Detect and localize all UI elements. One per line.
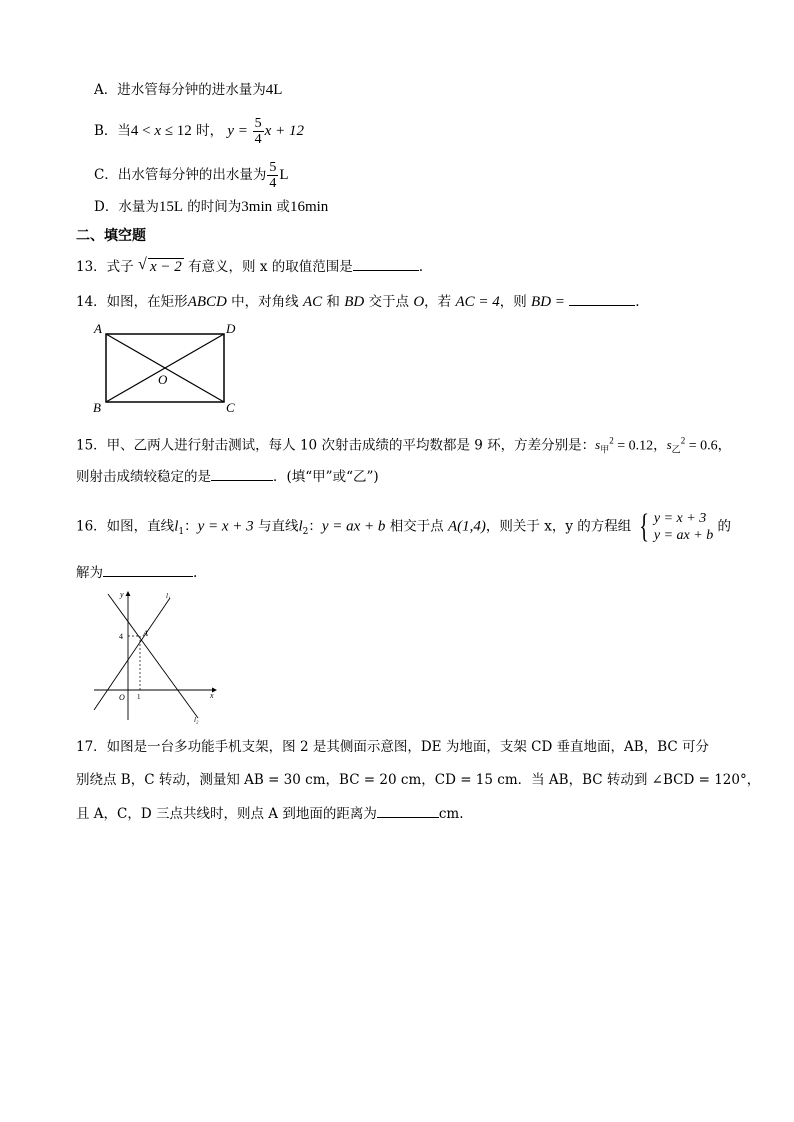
q16-mid: 与直线 — [253, 518, 299, 535]
q13-text: 有意义，则 x 的取值范围是 — [188, 259, 353, 275]
q16-l2-sub: 2 — [302, 527, 309, 538]
option-a-label: A． — [94, 82, 118, 98]
q14-ask: BD = — [531, 294, 565, 310]
question-13 — [76, 256, 423, 277]
option-c-text: 出水管每分钟的出水量为 — [117, 167, 267, 183]
option-d-v2: 3min — [241, 199, 273, 215]
q16-l2: l — [298, 518, 303, 535]
q13-radicand: x − 2 — [149, 259, 182, 275]
q15-line2-end: ．(填“甲”或“乙”) — [273, 469, 379, 485]
q16-eq2: y = ax + b — [321, 518, 386, 535]
label-four: 4 — [119, 632, 123, 641]
q16-equation-system — [636, 510, 714, 544]
q14-o: O — [413, 294, 425, 310]
label-one: 1 — [137, 693, 141, 701]
label-d: D — [226, 321, 236, 336]
label-b: B — [93, 400, 101, 415]
option-c-label: C． — [94, 167, 118, 183]
q15-s2: $s_乙^2$ — [666, 436, 686, 455]
option-a — [94, 80, 282, 100]
option-a-text: 进水管每分钟的进水量为 — [117, 82, 266, 98]
sqrt-icon: √ — [137, 256, 147, 273]
q15-s1-val: = 0.12 — [613, 438, 654, 454]
label-a: A — [94, 321, 102, 336]
q16-l1-sub: 1 — [178, 527, 185, 538]
q16-de: 的 — [717, 518, 731, 535]
label-l1: l₁ — [166, 592, 171, 600]
q16-num: 16．如图，直线 — [76, 518, 175, 535]
label-c: C — [226, 400, 235, 415]
q16-t2: ，则关于 x，y 的方程组 — [485, 518, 632, 535]
q14-cond: AC = 4 — [455, 294, 500, 310]
q15-answer-blank[interactable] — [211, 466, 273, 481]
label-o: O — [158, 372, 168, 387]
question-16-line2 — [76, 562, 197, 583]
option-d-v1: 15L — [158, 199, 183, 215]
q16-line-graph — [88, 586, 220, 726]
q14-rect: ABCD — [187, 294, 227, 310]
q14-t1: 中，对角线 — [226, 294, 303, 310]
q16-sys2: y = ax + b — [653, 528, 714, 543]
q14-t5: ，则 — [499, 294, 532, 310]
label-l2: l₂ — [194, 716, 199, 724]
option-b-fraction — [253, 116, 264, 147]
question-17-line1: 17．如图是一台多功能手机支架，图 2 是其侧面示意图，DE 为地面，支架 CD 垂直地面，AB，BC 可分 — [76, 739, 710, 755]
q16-sys1: y = x + 3 — [653, 511, 707, 526]
q15-line2: 则射击成绩较稳定的是 — [76, 469, 211, 485]
q17-answer-blank[interactable] — [377, 803, 439, 818]
q16-end: . — [193, 565, 198, 581]
q16-pt: A(1,4) — [448, 518, 486, 535]
brace-icon: { — [638, 508, 649, 545]
q14-t4: ，若 — [424, 294, 456, 310]
q15-s1-sub: 甲 — [600, 444, 610, 455]
option-b-eq-rhs: x + 12 — [264, 123, 304, 139]
q13-num: 13．式子 — [76, 259, 134, 275]
option-c-unit: L — [279, 167, 289, 183]
option-b-suffix: 时， — [196, 123, 224, 139]
q14-rectangle-figure — [88, 318, 248, 418]
option-a-value: 4L — [265, 82, 283, 98]
option-c-frac-num: 5 — [269, 160, 277, 175]
option-d-v3: 16min — [289, 199, 329, 215]
option-d — [94, 197, 328, 217]
q14-end: . — [635, 294, 640, 310]
q15-s2-sub: 乙 — [671, 444, 681, 455]
q13-end: . — [418, 259, 424, 275]
q16-l1: l — [174, 518, 179, 535]
q17-line3-end: cm. — [438, 806, 464, 822]
option-b-ineq-lhs: 4 < — [130, 123, 155, 139]
option-b-eq-lhs: y = — [227, 123, 252, 139]
question-17-line3 — [76, 803, 463, 824]
option-b-prefix: 当 — [117, 123, 131, 139]
q16-colon1: ： — [184, 518, 198, 535]
label-y: y — [120, 590, 124, 599]
option-d-text1: 水量为 — [118, 199, 159, 215]
q14-answer-blank[interactable] — [569, 291, 635, 306]
q16-answer-blank[interactable] — [103, 562, 193, 577]
q13-sqrt — [138, 257, 184, 277]
q13-answer-blank[interactable] — [353, 256, 419, 271]
q16-colon2: ： — [308, 518, 322, 535]
option-c-frac-den: 4 — [269, 176, 277, 191]
q15-end1: ， — [717, 437, 732, 454]
q15-line1: 15．甲、乙两人进行射击测试，每人 10 次射击成绩的平均数都是 9 环，方差分别是： — [76, 437, 596, 454]
question-17-line2: 别绕点 B，C 转动，测量知 AB = 30 cm，BC = 20 cm，CD = 15 cm．当 AB，BC 转动到 ∠BCD = 120°， — [76, 772, 761, 788]
y-axis-arrow-icon — [126, 591, 131, 596]
question-14 — [76, 291, 640, 312]
section-title: 二、填空题 — [76, 228, 146, 244]
q16-line2: 解为 — [76, 565, 103, 581]
q14-t3: 交于点 — [364, 294, 414, 310]
question-15-line2 — [76, 466, 379, 487]
option-b-ineq-rhs: ≤ 12 — [161, 123, 192, 139]
option-c-fraction — [267, 160, 278, 191]
q17-line3: 且 A，C，D 三点共线时，则点 A 到地面的距离为 — [76, 806, 377, 822]
question-15-line1 — [76, 431, 731, 460]
q15-s1: $s_甲^2$ — [595, 436, 614, 455]
label-origin: O — [119, 693, 125, 702]
option-b-frac-num: 5 — [254, 116, 262, 131]
option-b-ineq-var: x — [154, 123, 162, 139]
label-point-a: A — [143, 629, 148, 638]
option-b-label: B． — [94, 123, 118, 139]
question-16-line1 — [76, 510, 731, 544]
q16-meet: 相交于点 — [385, 518, 449, 535]
line-l1 — [94, 598, 170, 710]
option-d-text3: 或 — [272, 199, 290, 215]
q14-bd: BD — [344, 294, 365, 310]
q14-num: 14．如图，在矩形 — [76, 294, 188, 310]
option-c — [94, 160, 289, 191]
q14-ac: AC — [302, 294, 323, 310]
option-d-text2: 的时间为 — [183, 199, 242, 215]
label-x: x — [210, 691, 214, 700]
option-b — [94, 116, 304, 147]
option-b-frac-den: 4 — [254, 132, 262, 147]
q14-t2: 和 — [322, 294, 345, 310]
option-d-label: D． — [94, 199, 119, 215]
q15-s2-val: = 0.6 — [685, 438, 718, 454]
q15-sep: ， — [653, 437, 667, 454]
q16-eq1: y = x + 3 — [197, 518, 254, 535]
